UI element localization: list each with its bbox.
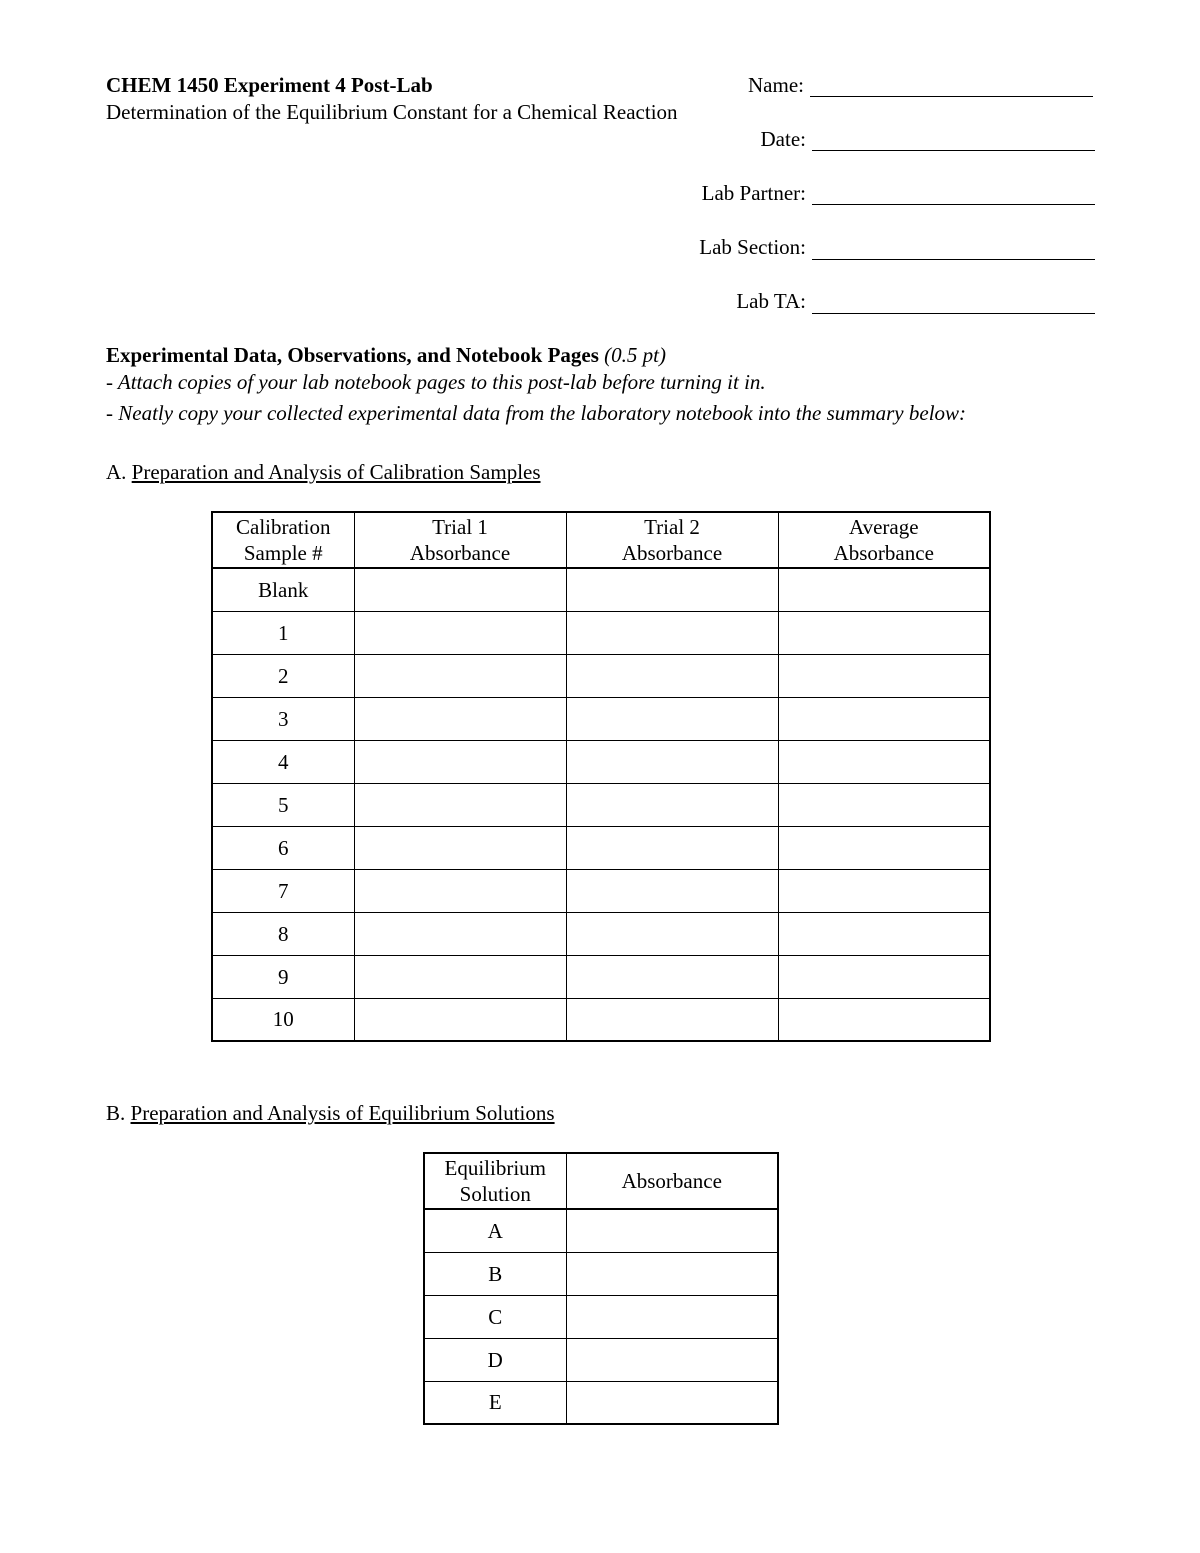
calibration-header-row	[212, 512, 990, 568]
trial-2-absorbance-cell[interactable]	[566, 912, 778, 955]
table-row	[424, 1295, 778, 1338]
average-absorbance-cell[interactable]	[778, 654, 990, 697]
trial-1-absorbance-cell[interactable]	[354, 955, 566, 998]
lab-partner-label: Lab Partner:	[701, 181, 806, 205]
average-absorbance-cell[interactable]	[778, 568, 990, 611]
table-row	[212, 912, 990, 955]
trial-2-absorbance-cell[interactable]	[566, 783, 778, 826]
page-title: CHEM 1450 Experiment 4 Post-Lab	[106, 73, 433, 97]
average-absorbance-cell[interactable]	[778, 783, 990, 826]
row-label: 10	[212, 998, 354, 1041]
trial-2-absorbance-cell[interactable]	[566, 869, 778, 912]
table-row	[212, 697, 990, 740]
trial-2-absorbance-cell[interactable]	[566, 826, 778, 869]
trial-1-absorbance-cell[interactable]	[354, 783, 566, 826]
lab-section-label: Lab Section:	[699, 235, 806, 259]
table-row	[424, 1252, 778, 1295]
trial-1-absorbance-cell[interactable]	[354, 568, 566, 611]
date-label: Date:	[760, 127, 806, 151]
table-row	[212, 869, 990, 912]
trial-2-absorbance-cell[interactable]	[566, 955, 778, 998]
row-label: D	[424, 1338, 566, 1381]
table-row	[212, 740, 990, 783]
trial-1-absorbance-cell[interactable]	[354, 998, 566, 1041]
absorbance-cell[interactable]	[566, 1295, 778, 1338]
table-row	[212, 955, 990, 998]
lab-partner-field[interactable]	[812, 204, 1095, 205]
row-label: 3	[212, 697, 354, 740]
average-absorbance-cell[interactable]	[778, 740, 990, 783]
header-average-absorbance: Average Absorbance	[778, 512, 990, 568]
part-a-title: Preparation and Analysis of Calibration Samples	[131, 460, 541, 484]
row-label: 2	[212, 654, 354, 697]
row-label: 8	[212, 912, 354, 955]
part-a-letter: A.	[106, 460, 127, 484]
average-absorbance-cell[interactable]	[778, 998, 990, 1041]
trial-2-absorbance-cell[interactable]	[566, 697, 778, 740]
row-label: Blank	[212, 568, 354, 611]
equilibrium-header-row	[424, 1153, 778, 1209]
table-row	[212, 998, 990, 1041]
page-subtitle: Determination of the Equilibrium Constant for a Chemical Reaction	[106, 100, 678, 124]
part-b-letter: B.	[106, 1101, 126, 1125]
average-absorbance-cell[interactable]	[778, 611, 990, 654]
table-row	[424, 1209, 778, 1252]
header-trial-2-absorbance: Trial 2 Absorbance	[566, 512, 778, 568]
trial-2-absorbance-cell[interactable]	[566, 568, 778, 611]
table-row	[212, 611, 990, 654]
absorbance-cell[interactable]	[566, 1252, 778, 1295]
header-absorbance: Absorbance	[566, 1153, 778, 1209]
trial-2-absorbance-cell[interactable]	[566, 654, 778, 697]
average-absorbance-cell[interactable]	[778, 697, 990, 740]
trial-1-absorbance-cell[interactable]	[354, 826, 566, 869]
name-label: Name:	[748, 73, 804, 97]
table-row	[212, 568, 990, 611]
trial-1-absorbance-cell[interactable]	[354, 912, 566, 955]
average-absorbance-cell[interactable]	[778, 826, 990, 869]
trial-1-absorbance-cell[interactable]	[354, 869, 566, 912]
row-label: 9	[212, 955, 354, 998]
equilibrium-table	[423, 1152, 779, 1425]
part-b-title: Preparation and Analysis of Equilibrium Solutions	[130, 1101, 555, 1125]
row-label: 4	[212, 740, 354, 783]
header-equilibrium-solution: Equilibrium Solution	[424, 1153, 566, 1209]
absorbance-cell[interactable]	[566, 1338, 778, 1381]
lab-ta-field[interactable]	[812, 313, 1095, 314]
table-row	[212, 654, 990, 697]
header-calibration-sample: Calibration Sample #	[212, 512, 354, 568]
row-label: E	[424, 1381, 566, 1424]
average-absorbance-cell[interactable]	[778, 955, 990, 998]
row-label: 1	[212, 611, 354, 654]
data-section-points: (0.5 pt)	[604, 343, 666, 367]
part-a-heading	[106, 460, 541, 485]
absorbance-cell[interactable]	[566, 1209, 778, 1252]
instruction-copy: - Neatly copy your collected experimental data from the laboratory notebook into the summary below:	[106, 401, 967, 425]
trial-2-absorbance-cell[interactable]	[566, 998, 778, 1041]
row-label: 7	[212, 869, 354, 912]
trial-1-absorbance-cell[interactable]	[354, 611, 566, 654]
instruction-attach: - Attach copies of your lab notebook pages to this post-lab before turning it in.	[106, 370, 766, 394]
row-label: C	[424, 1295, 566, 1338]
row-label: A	[424, 1209, 566, 1252]
average-absorbance-cell[interactable]	[778, 869, 990, 912]
header-trial-1-absorbance: Trial 1 Absorbance	[354, 512, 566, 568]
row-label: 5	[212, 783, 354, 826]
table-row	[424, 1338, 778, 1381]
lab-section-field[interactable]	[812, 259, 1095, 260]
data-section-title: Experimental Data, Observations, and Notebook Pages	[106, 343, 599, 367]
absorbance-cell[interactable]	[566, 1381, 778, 1424]
average-absorbance-cell[interactable]	[778, 912, 990, 955]
calibration-table	[211, 511, 991, 1042]
data-section-heading	[106, 343, 666, 368]
trial-1-absorbance-cell[interactable]	[354, 654, 566, 697]
trial-2-absorbance-cell[interactable]	[566, 611, 778, 654]
date-field[interactable]	[812, 150, 1095, 151]
row-label: B	[424, 1252, 566, 1295]
part-b-heading	[106, 1101, 555, 1126]
lab-ta-label: Lab TA:	[736, 289, 806, 313]
table-row	[424, 1381, 778, 1424]
table-row	[212, 826, 990, 869]
row-label: 6	[212, 826, 354, 869]
trial-1-absorbance-cell[interactable]	[354, 697, 566, 740]
table-row	[212, 783, 990, 826]
trial-1-absorbance-cell[interactable]	[354, 740, 566, 783]
trial-2-absorbance-cell[interactable]	[566, 740, 778, 783]
name-field[interactable]	[810, 96, 1093, 97]
